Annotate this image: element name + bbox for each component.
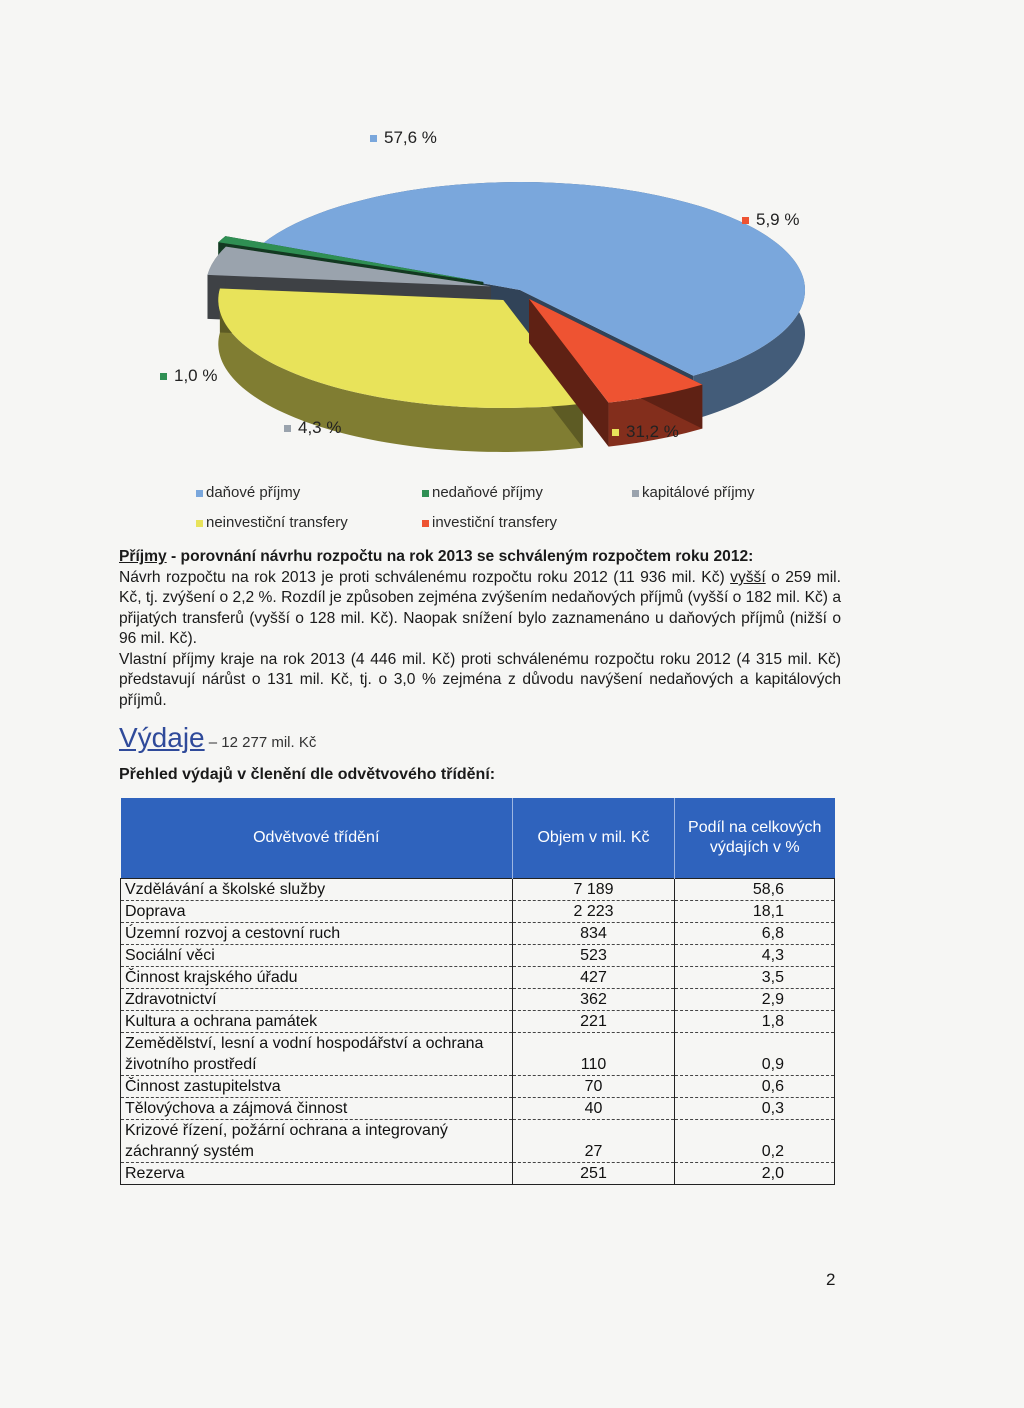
vydaje-amount: – 12 277 mil. Kč [204,734,317,751]
revenue-pie-chart [0,0,1024,460]
pie-value-label [742,210,799,230]
legend-item [422,514,557,531]
prijmy-heading [119,547,841,567]
table-header-row [121,798,835,879]
prijmy-heading-rest: - porovnání návrhu rozpočtu na rok 2013 se schváleným rozpočtem roku 2012: [166,548,754,565]
row-name-cell: Územní rozvoj a cestovní ruch [121,923,513,945]
row-name-cell: Tělovýchova a zájmová činnost [121,1098,513,1120]
header-objem: Objem v mil. Kč [513,798,675,879]
table-title: Přehled výdajů v členění dle odvětvového třídění: [119,766,496,783]
legend-item [422,484,543,501]
row-objem-cell: 110 [513,1033,675,1076]
row-objem-cell: 7 189 [513,879,675,901]
table-row [121,989,835,1011]
prijmy-paragraph-2: Vlastní příjmy kraje na rok 2013 (4 446 mil. Kč) proti schválenému rozpočtu roku 2012 (4 315 mil. Kč) představují nárůst o 131 mil. Kč, tj. o 3,0 % zejména z důvodu navýšení nedaňových a kapitálových příjmů. [119,651,841,709]
label-swatch [612,429,619,436]
prijmy-heading-link: Příjmy [119,548,167,565]
row-name-cell: Zdravotnictví [121,989,513,1011]
label-swatch [160,373,167,380]
label-text: 5,9 % [756,210,800,229]
legend-text: neinvestiční transfery [206,514,348,531]
row-name-cell: Činnost zastupitelstva [121,1076,513,1098]
row-podil-cell: 0,3 [675,1098,835,1120]
row-objem-cell: 221 [513,1011,675,1033]
row-podil-cell: 4,3 [675,945,835,967]
row-podil-cell: 1,8 [675,1011,835,1033]
row-podil-cell: 2,9 [675,989,835,1011]
label-text: 1,0 % [174,366,218,385]
legend-text: kapitálové příjmy [642,484,755,501]
row-podil-cell: 0,2 [675,1120,835,1163]
pie-value-label [612,422,679,442]
vydaje-heading [119,722,316,754]
legend-text: nedaňové příjmy [432,484,543,501]
legend-swatch [196,520,203,527]
table-row [121,1076,835,1098]
row-podil-cell: 0,9 [675,1033,835,1076]
row-podil-cell: 0,6 [675,1076,835,1098]
label-text: 4,3 % [298,418,342,437]
row-name-cell: Doprava [121,901,513,923]
label-swatch [370,135,377,142]
row-podil-cell: 3,5 [675,967,835,989]
legend-text: investiční transfery [432,514,558,531]
row-name-cell: Kultura a ochrana památek [121,1011,513,1033]
row-name-cell: Vzdělávání a školské služby [121,879,513,901]
row-objem-cell: 834 [513,923,675,945]
row-podil-cell: 2,0 [675,1163,835,1185]
row-objem-cell: 70 [513,1076,675,1098]
row-podil-cell: 18,1 [675,901,835,923]
legend-swatch [422,520,429,527]
table-row [121,945,835,967]
legend-swatch [422,490,429,497]
row-name-cell: Rezerva [121,1163,513,1185]
p1-text-b: o 259 mil. Kč, tj. zvýšení o 2,2 %. Rozdíl je způsoben zejména zvýšením nedaňových příjmů (vyšší o 182 mil. Kč) a přijatých transferů (vyšší o 128 mil. Kč). Naopak snížení bylo zaznamenáno u daňových příjmů (nižší o 96 mil. Kč). [119,569,841,648]
row-objem-cell: 27 [513,1120,675,1163]
pie-value-label [370,128,437,148]
prijmy-paragraph-1 [119,568,841,650]
legend-swatch [196,490,203,497]
p1-text-underlined: vyšší [730,569,766,586]
row-name-cell: Činnost krajského úřadu [121,967,513,989]
page-number: 2 [826,1270,836,1289]
table-row [121,1120,835,1163]
row-name-cell: Sociální věci [121,945,513,967]
row-name-cell: Krizové řízení, požární ochrana a integrovaný záchranný systém [121,1120,513,1163]
label-swatch [284,425,291,432]
table-row [121,1033,835,1076]
table-row [121,967,835,989]
row-name-cell: Zemědělství, lesní a vodní hospodářství a ochrana životního prostředí [121,1033,513,1076]
legend-item [196,514,348,531]
pie-value-label [160,366,217,386]
row-podil-cell: 58,6 [675,879,835,901]
table-row [121,901,835,923]
expenditure-table [120,798,835,1185]
table-row [121,923,835,945]
table-row [121,879,835,901]
label-text: 31,2 % [626,422,679,441]
row-objem-cell: 427 [513,967,675,989]
row-objem-cell: 40 [513,1098,675,1120]
legend-item [196,484,300,501]
p1-text-a: Návrh rozpočtu na rok 2013 je proti schválenému rozpočtu roku 2012 (11 936 mil. Kč) [119,569,731,586]
vydaje-word: Výdaje [119,722,205,753]
legend-swatch [632,490,639,497]
legend-item [632,484,755,501]
row-objem-cell: 523 [513,945,675,967]
label-text: 57,6 % [384,128,437,147]
row-objem-cell: 362 [513,989,675,1011]
table-row [121,1011,835,1033]
header-podil: Podíl na celkových výdajích v % [675,798,835,879]
row-objem-cell: 251 [513,1163,675,1185]
header-odvetvove-trideni: Odvětvové třídění [121,798,513,879]
table-row [121,1163,835,1185]
label-swatch [742,217,749,224]
row-objem-cell: 2 223 [513,901,675,923]
pie-value-label [284,418,341,438]
row-podil-cell: 6,8 [675,923,835,945]
legend-text: daňové příjmy [206,484,301,501]
table-row [121,1098,835,1120]
